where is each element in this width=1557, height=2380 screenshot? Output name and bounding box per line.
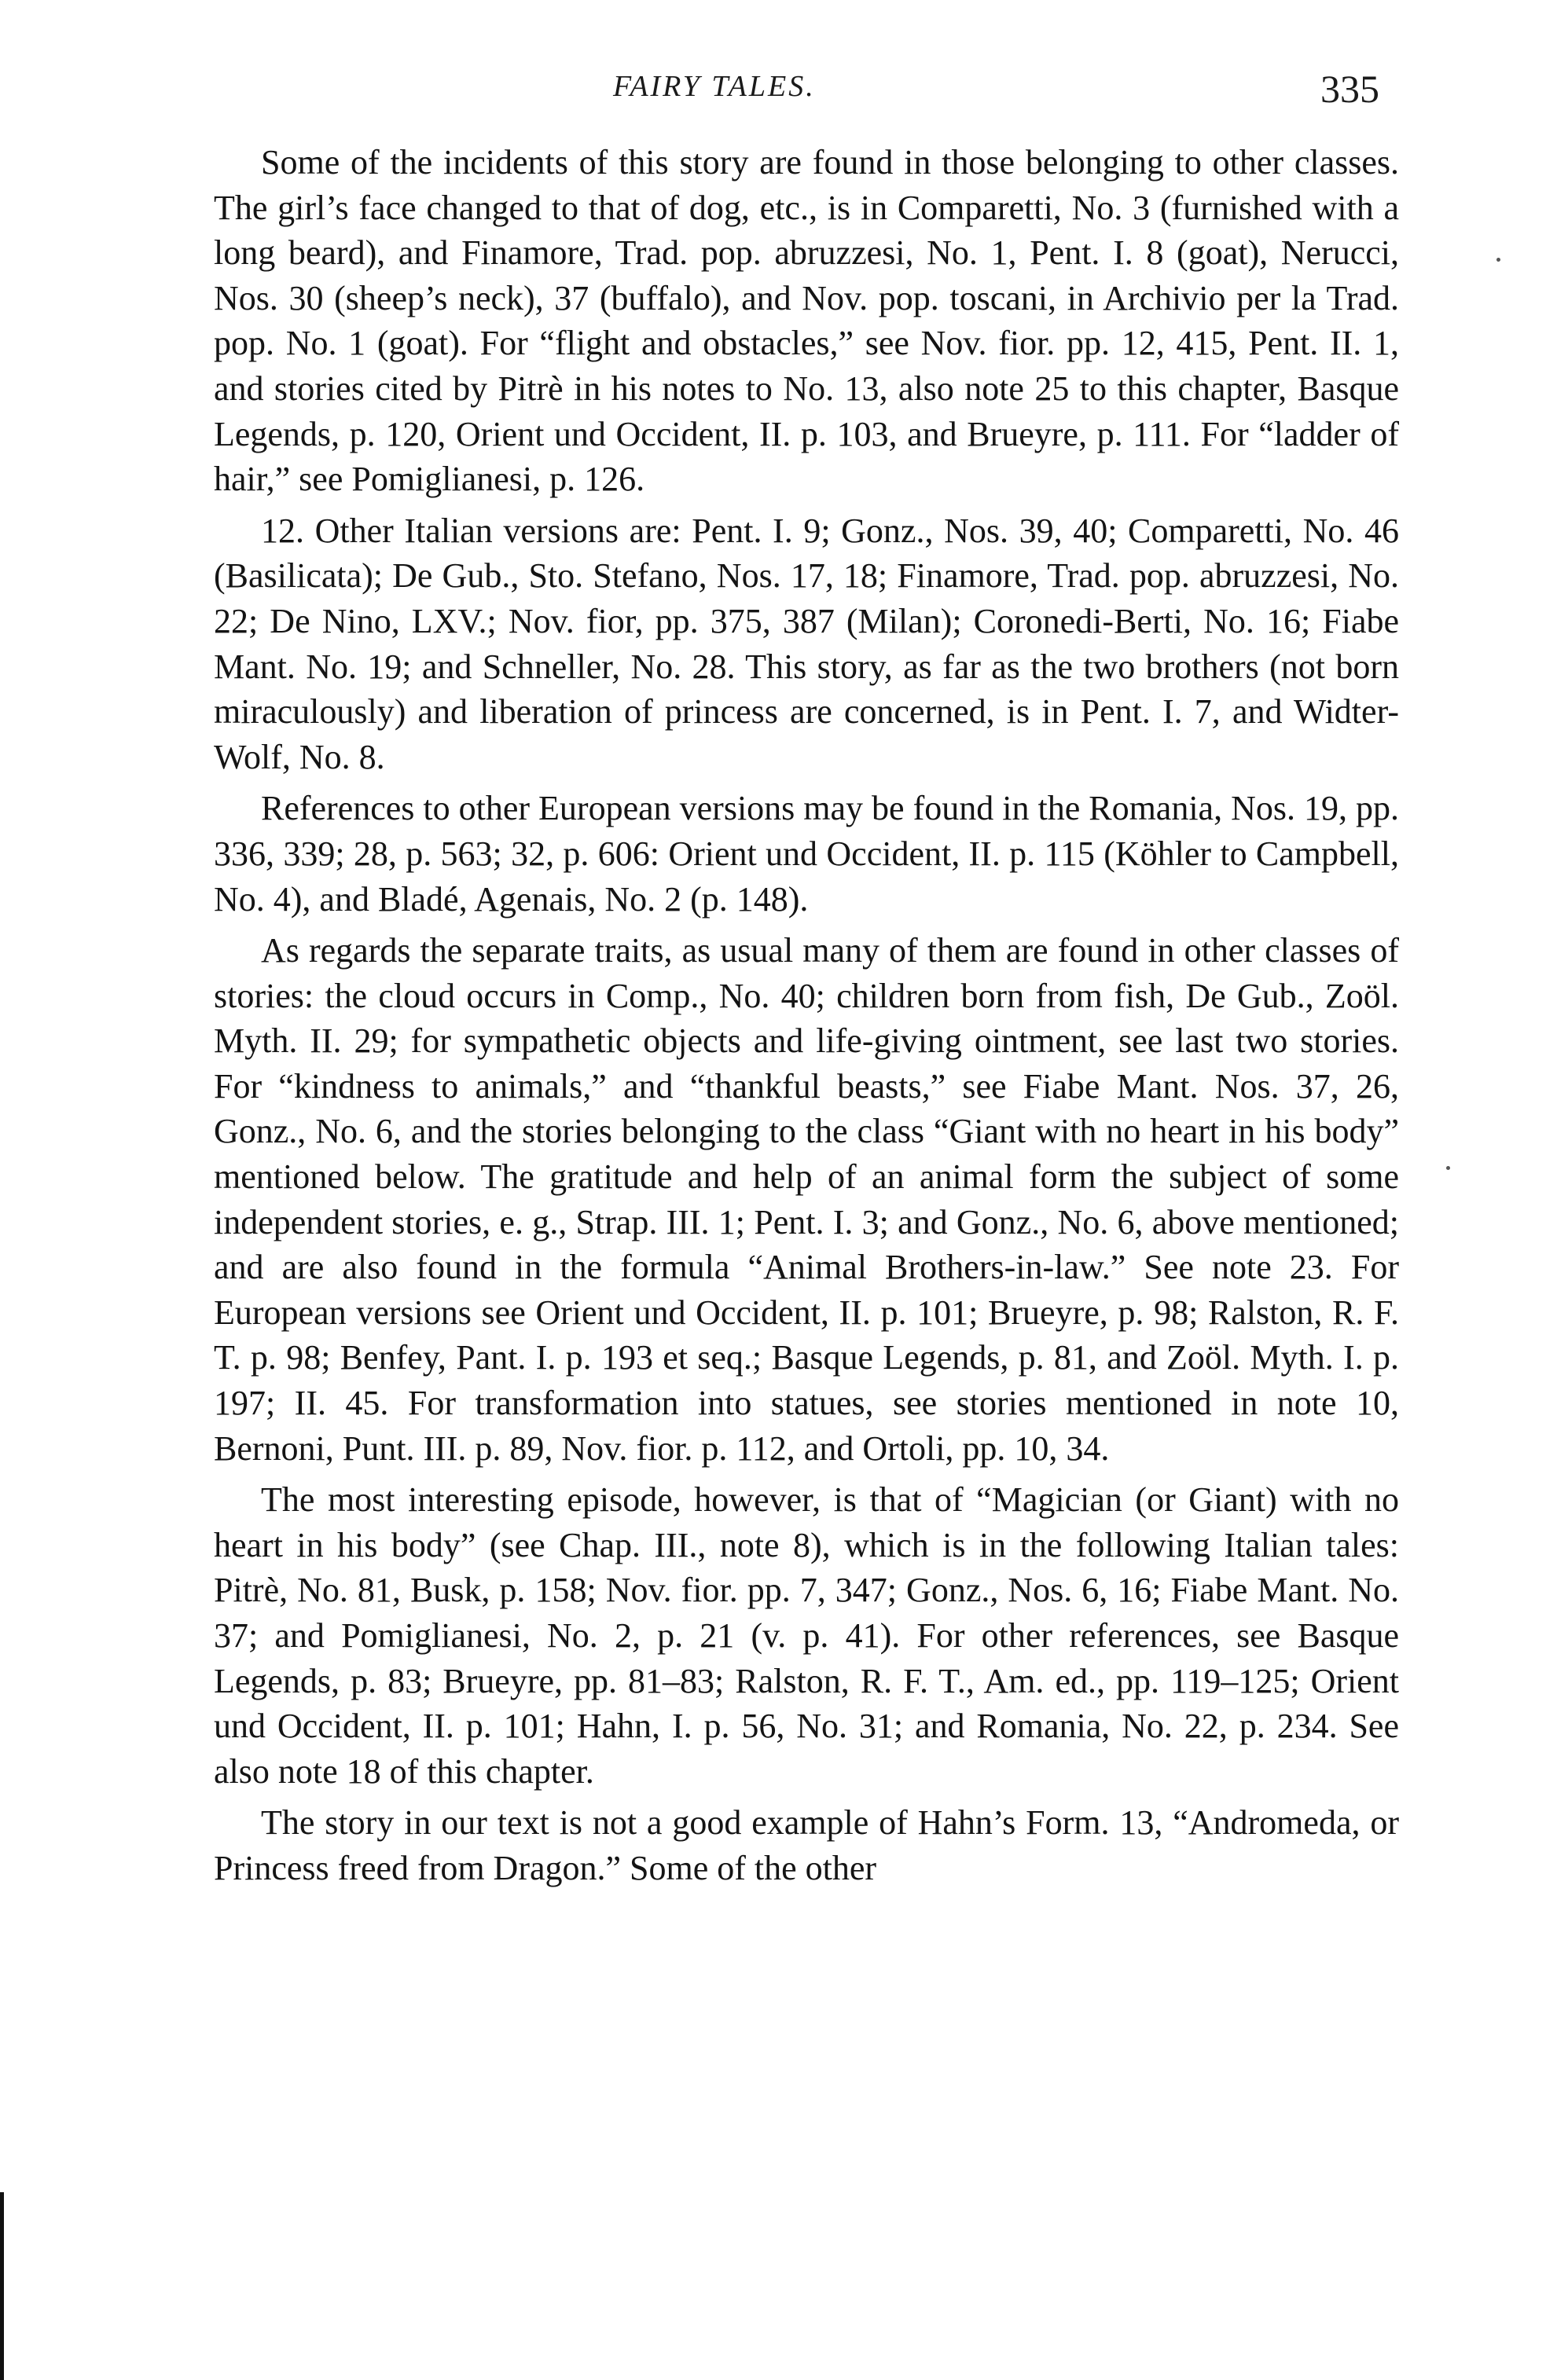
page-number: 335 xyxy=(1320,67,1379,111)
body-text xyxy=(214,140,1399,1898)
paragraph: As regards the separate traits, as usual many of them are found in other classes of stories: the cloud occurs in Comp., No. 40; children born from fish, De Gub., Zoöl. Myth. II. 29; for sympathetic objects and life-giving ointment, see last two stories. For “kindness to animals,” and “thankful beasts,” see Fiabe Mant. Nos. 37, 26, Gonz., No. 6, and the stories belonging to the class “Giant with no heart in his body” mentioned below. The gratitude and help of an animal form the subject of some independent stories, e. g., Strap. III. 1; Pent. I. 3; and Gonz., No. 6, above mentioned; and are also found in the formula “Animal Brothers-in-law.” See note 23. For European versions see Orient und Occident, II. p. 101; Brueyre, p. 98; Ralston, R. F. T. p. 98; Benfey, Pant. I. p. 193 et seq.; Basque Legends, p. 81, and Zoöl. Myth. I. p. 197; II. 45. For transformation into statues, see stories mentioned in note 10, Bernoni, Punt. III. p. 89, Nov. fior. p. 112, and Ortoli, pp. 10, 34. xyxy=(214,931,1399,1468)
running-title: FAIRY TALES. xyxy=(613,70,816,103)
scan-speck xyxy=(1496,258,1500,262)
scan-edge-mark xyxy=(0,2192,4,2380)
paragraph: The story in our text is not a good example of Hahn’s Form. 13, “Andromeda, or Princess freed from Dragon.” Some of the other xyxy=(214,1803,1399,1887)
scan-speck xyxy=(1446,1166,1450,1170)
paragraph: The most interesting episode, however, is that of “Magician (or Giant) with no heart in his body” (see Chap. III., note 8), which is in the following Italian tales: Pitrè, No. 81, Busk, p. 158; Nov. fior. pp. 7, 347; Gonz., Nos. 6, 16; Fiabe Mant. No. 37; and Pomiglianesi, No. 2, p. 21 (v. p. 41). For other references, see Basque Legends, p. 83; Brueyre, pp. 81–83; Ralston, R. F. T., Am. ed., pp. 119–125; Orient und Occident, II. p. 101; Hahn, I. p. 56, No. 31; and Romania, No. 22, p. 234. See also note 18 of this chapter. xyxy=(214,1480,1399,1791)
paragraph: Some of the incidents of this story are found in those belonging to other classes. The girl’s face changed to that of dog, etc., is in Comparetti, No. 3 (furnished with a long beard), and Finamore, Trad. pop. abruzzesi, No. 1, Pent. I. 8 (goat), Nerucci, Nos. 30 (sheep’s neck), 37 (buffalo), and Nov. pop. toscani, in Archivio per la Trad. pop. No. 1 (goat). For “flight and obstacles,” see Nov. fior. pp. 12, 415, Pent. II. 1, and stories cited by Pitrè in his notes to No. 13, also note 25 to this chapter, Basque Legends, p. 120, Orient und Occident, II. p. 103, and Brueyre, p. 111. For “ladder of hair,” see Pomiglianesi, p. 126. xyxy=(214,143,1399,499)
paragraph: References to other European versions may be found in the Romania, Nos. 19, pp. 336, 339; 28, p. 563; 32, p. 606: Orient und Occident, II. p. 115 (Köhler to Campbell, No. 4), and Bladé, Agenais, No. 2 (p. 148). xyxy=(214,789,1399,919)
paragraph: 12. Other Italian versions are: Pent. I. 9; Gonz., Nos. 39, 40; Comparetti, No. 46 (Basilicata); De Gub., Sto. Stefano, Nos. 17, 18; Finamore, Trad. pop. abruzzesi, No. 22; De Nino, LXV.; Nov. fior, pp. 375, 387 (Milan); Coronedi-Berti, No. 16; Fiabe Mant. No. 19; and Schneller, No. 28. This story, as far as the two brothers (not born miraculously) and liberation of princess are concerned, is in Pent. I. 7, and Widter-Wolf, No. 8. xyxy=(214,511,1399,776)
